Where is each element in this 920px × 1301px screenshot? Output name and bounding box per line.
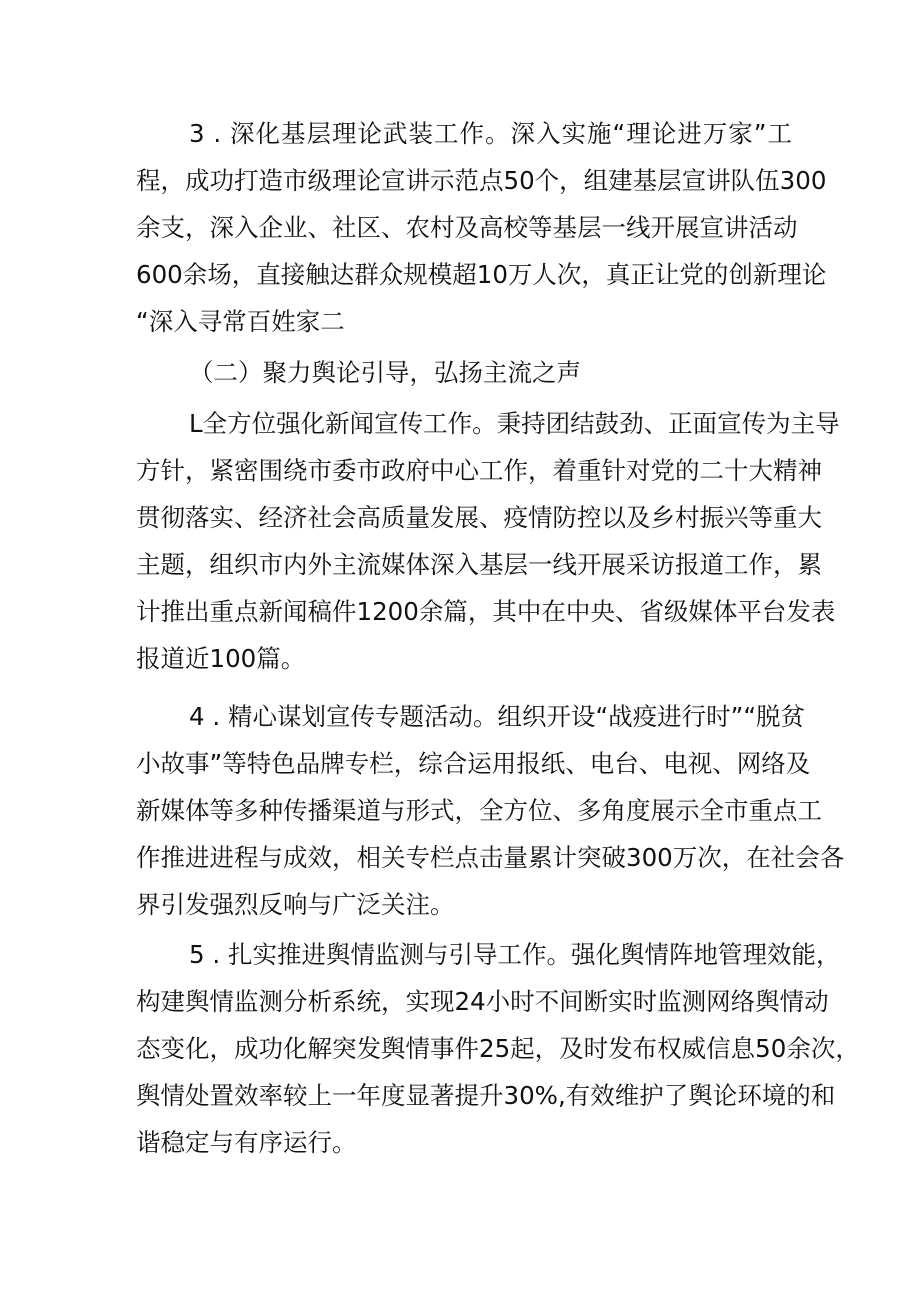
text-line: 舆情处置效率较上一年度显著提升30%,有效维护了舆论环境的和	[136, 1081, 836, 1110]
text-line: 谐稳定与有序运行。	[136, 1128, 357, 1157]
text-line: 5 . 扎实推进舆情监测与引导工作。强化舆情阵地管理效能，	[189, 940, 841, 969]
text-line: 余支，深入企业、社区、农村及高校等基层一线开展宣讲活动	[136, 213, 798, 242]
text-line: 构建舆情监测分析系统，实现24小时不间断实时监测网络舆情动	[136, 987, 829, 1016]
text-line: 报道近100篇。	[136, 644, 306, 673]
text-line: 主题，组织市内外主流媒体深入基层一线开展采访报道工作，累	[136, 550, 822, 579]
paragraph-item-1	[136, 400, 840, 682]
section-heading: （二）聚力舆论引导，弘扬主流之声	[189, 358, 581, 387]
text-line: 4 . 精心谋划宣传专题活动。组织开设“战疫进行时”“脱贫	[189, 702, 806, 731]
paragraph-item-3	[136, 110, 827, 345]
text-line: 态变化，成功化解突发舆情事件25起，及时发布权威信息50余次，	[136, 1034, 860, 1063]
text-line: 界引发强烈反响与广泛关注。	[136, 890, 455, 919]
text-line: 程，成功打造市级理论宣讲示范点50个，组建基层宣讲队伍300	[136, 166, 827, 195]
text-line: L全方位强化新闻宣传工作。秉持团结鼓劲、正面宣传为主导	[189, 409, 840, 438]
text-line: 新媒体等多种传播渠道与形式，全方位、多角度展示全市重点工	[136, 796, 822, 825]
text-line: 600余场，直接触达群众规模超10万人次，真正让党的创新理论	[136, 260, 827, 289]
text-line: 小故事”等特色品牌专栏，综合运用报纸、电台、电视、网络及	[136, 749, 811, 778]
paragraph-item-5	[136, 931, 860, 1166]
text-line: 作推进进程与成效，相关专栏点击量累计突破300万次，在社会各	[136, 843, 845, 872]
text-line: “深入寻常百姓家二	[136, 307, 345, 336]
text-line: 计推出重点新闻稿件1200余篇，其中在中央、省级媒体平台发表	[136, 597, 836, 626]
text-line: 3 . 深化基层理论武装工作。深入实施“理论进万家”工	[189, 119, 792, 148]
paragraph-item-4	[136, 693, 845, 928]
text-line: 贯彻落实、经济社会高质量发展、疫情防控以及乡村振兴等重大	[136, 503, 822, 532]
text-line: 方针，紧密围绕市委市政府中心工作，着重针对党的二十大精神	[136, 456, 822, 485]
